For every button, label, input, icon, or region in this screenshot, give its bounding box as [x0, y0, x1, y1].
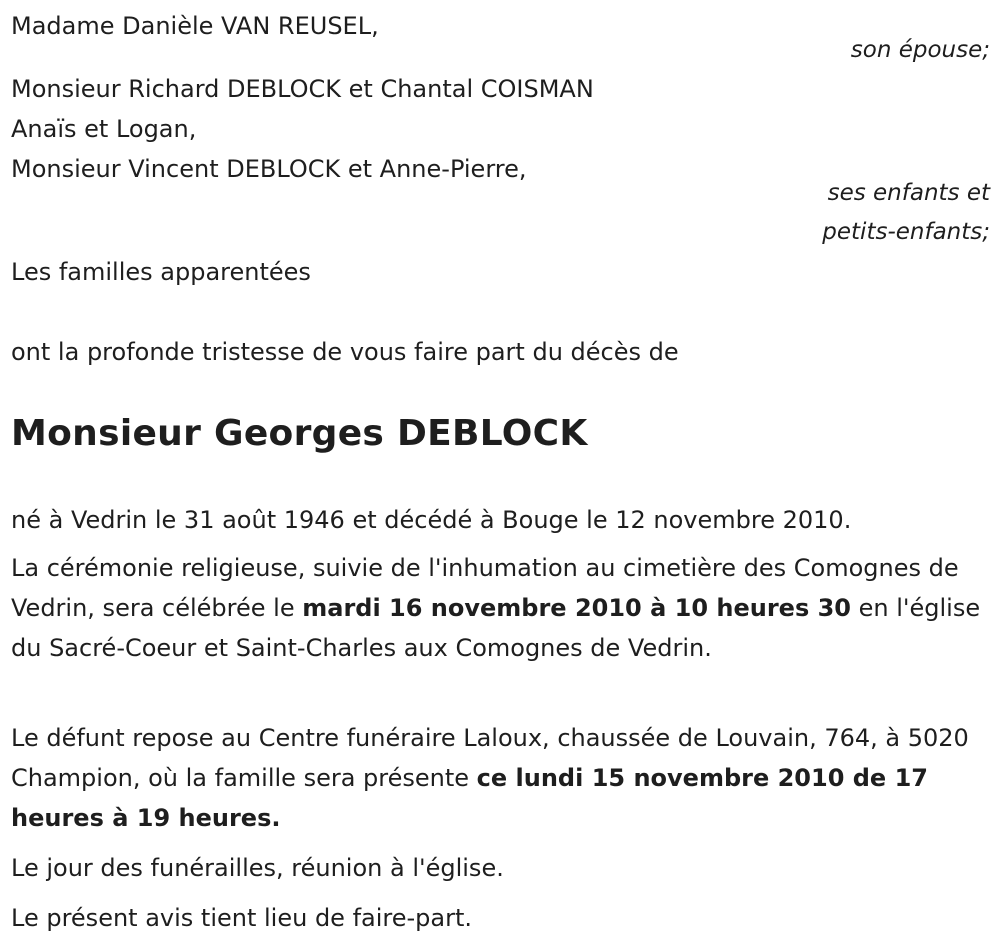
child-1-name: Monsieur Richard DEBLOCK et Chantal COISMAN — [11, 75, 594, 103]
deceased-name: Monsieur Georges DEBLOCK — [11, 413, 588, 454]
rest-paragraph — [11, 718, 996, 838]
announcement-line: ont la profonde tristesse de vous faire part du décès de — [11, 338, 679, 366]
rest-date-bold: ce lundi 15 novembre 2010 de 17 heures à 19 heures. — [11, 764, 928, 832]
grandchildren-names: Anaïs et Logan, — [11, 115, 197, 143]
notice-line: Le présent avis tient lieu de faire-part. — [11, 904, 473, 932]
birth-death-line: né à Vedrin le 31 août 1946 et décédé à Bouge le 12 novembre 2010. — [11, 506, 852, 534]
rest-text-1: Le défunt repose au Centre funéraire Laloux, chaussée de Louvain, 764, à 5020 Champion, où la famille sera présente — [11, 724, 969, 792]
ceremony-text-1: La cérémonie religieuse, suivie de l'inhumation au cimetière des Comognes de Vedrin, sera célébrée le — [11, 554, 959, 622]
widow-role: son épouse; — [850, 37, 990, 63]
child-2-name: Monsieur Vincent DEBLOCK et Anne-Pierre, — [11, 155, 527, 183]
children-role-line-2: petits-enfants; — [822, 219, 990, 245]
widow-name: Madame Danièle VAN REUSEL, — [11, 12, 379, 40]
ceremony-text-2: en l'église du Sacré-Coeur et Saint-Charles aux Comognes de Vedrin. — [11, 594, 981, 662]
children-role-line-1: ses enfants et — [827, 180, 990, 206]
relatives-line: Les familles apparentées — [11, 258, 311, 286]
ceremony-paragraph — [11, 548, 996, 668]
funeral-day-line: Le jour des funérailles, réunion à l'église. — [11, 854, 504, 882]
ceremony-date-bold: mardi 16 novembre 2010 à 10 heures 30 — [302, 594, 851, 622]
